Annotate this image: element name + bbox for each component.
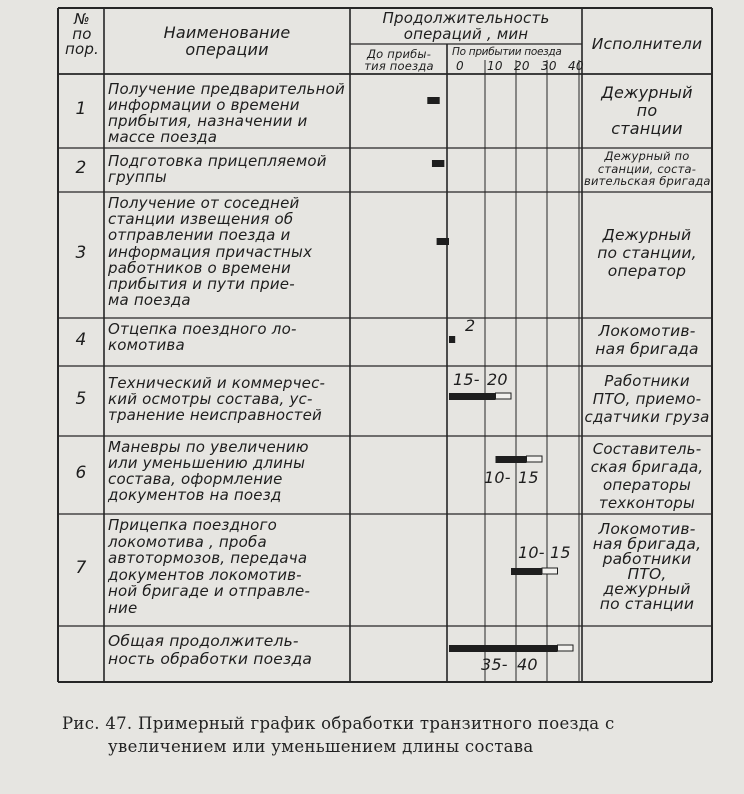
header-num-line: № bbox=[74, 10, 90, 28]
header-before-line: До прибы- bbox=[366, 47, 432, 61]
operation-name-line: прибытия и пути прие- bbox=[108, 275, 295, 293]
header-name-line: Наименование bbox=[163, 23, 291, 42]
performers-line: по станции bbox=[599, 595, 695, 613]
performers-line: ная бригада, bbox=[592, 535, 702, 553]
operation-name-line: Получение предварительной bbox=[108, 80, 345, 98]
total-name-line: Общая продолжитель- bbox=[108, 632, 299, 650]
performers-line: ПТО, bbox=[627, 565, 667, 583]
row-1-bar bbox=[427, 97, 439, 104]
duration-label: 20 bbox=[487, 370, 508, 389]
performers-line: Работники bbox=[604, 372, 690, 390]
operation-name-line: Получение от соседней bbox=[108, 194, 300, 212]
row-6-bar-tolerance bbox=[527, 456, 543, 462]
operation-name-line: локомотива , проба bbox=[108, 532, 267, 551]
duration-label: 15 bbox=[550, 543, 571, 562]
operation-name-line: информации о времени bbox=[108, 96, 300, 114]
row-6-bar bbox=[496, 456, 527, 463]
operation-name-line: состава, оформление bbox=[108, 470, 283, 488]
performers-line: по bbox=[636, 101, 658, 120]
duration-label: 10- bbox=[518, 543, 545, 562]
row-5-bar bbox=[449, 393, 496, 400]
performers-line: Дежурный bbox=[602, 226, 692, 244]
row-number: 2 bbox=[75, 158, 87, 178]
row-number: 5 bbox=[75, 389, 87, 409]
operation-name-line: группы bbox=[108, 168, 167, 186]
row-number: 3 bbox=[75, 243, 87, 263]
row-7-bar bbox=[511, 568, 542, 575]
header-duration-col bbox=[350, 10, 582, 42]
figure-caption-line-2: увеличением или уменьшением длины состава bbox=[108, 737, 534, 756]
operation-name-line: Технический и коммерчес- bbox=[108, 374, 326, 392]
operation-name-line: документов на поезд bbox=[108, 486, 282, 504]
header-duration-line: Продолжительность bbox=[382, 9, 550, 27]
row-number: 4 bbox=[75, 330, 87, 350]
operation-name-line: Маневры по увеличению bbox=[108, 438, 309, 456]
operation-name-line: Подготовка прицепляемой bbox=[108, 152, 327, 170]
operation-name-line: кий осмотры состава, ус- bbox=[108, 390, 313, 408]
performers-line: по станции, bbox=[597, 244, 697, 262]
performers-line: работники bbox=[602, 550, 692, 568]
operation-name-line: автотормозов, передача bbox=[108, 549, 308, 567]
performers-line: Локомотив- bbox=[598, 520, 696, 538]
operation-name-line: станции извещения об bbox=[108, 210, 294, 229]
operation-name-line: комотива bbox=[108, 336, 185, 354]
header-name-col bbox=[104, 24, 350, 58]
duration-label: 15 bbox=[518, 468, 539, 487]
operation-name-line: ной бригаде и отправле- bbox=[108, 582, 311, 600]
performers-line: Дежурный bbox=[601, 83, 693, 102]
row-number: 7 bbox=[75, 558, 87, 578]
row-3-bar bbox=[437, 238, 449, 245]
operation-name-line: Прицепка поездного bbox=[108, 516, 278, 534]
scale-tick-label: 0 bbox=[456, 59, 464, 73]
performers-line: сдатчики груза bbox=[584, 408, 710, 426]
header-before-arrival bbox=[352, 48, 446, 72]
operation-name-line: ма поезда bbox=[108, 291, 191, 310]
total-duration-label: 35- bbox=[481, 655, 508, 674]
performers-line: дежурный bbox=[603, 580, 691, 598]
performers-line: Локомотив- bbox=[598, 322, 696, 340]
operation-name-line: транение неисправностей bbox=[108, 406, 322, 424]
operation-name-line: массе поезда bbox=[108, 128, 218, 146]
performers-line: ная бригада bbox=[595, 340, 699, 358]
performers-line: станции bbox=[611, 119, 683, 138]
row-total-bar bbox=[449, 645, 558, 652]
row-4-bar bbox=[449, 336, 455, 343]
performers-line: техконторы bbox=[598, 494, 696, 512]
performers-line: ПТО, приемо- bbox=[592, 390, 702, 408]
total-name-line: ность обработки поезда bbox=[108, 650, 313, 668]
performers-line: вительская бригада bbox=[584, 174, 711, 188]
row-number: 6 bbox=[75, 463, 87, 483]
scale-tick-label: 40 bbox=[568, 59, 584, 73]
header-num-col bbox=[60, 12, 104, 57]
header-num-line: пор. bbox=[64, 40, 100, 58]
performers-line: Дежурный по bbox=[604, 149, 690, 163]
duration-label: 2 bbox=[465, 316, 476, 335]
row-2-bar bbox=[432, 160, 444, 167]
header-before-line: тия поезда bbox=[364, 59, 434, 73]
row-7-bar-tolerance bbox=[542, 568, 558, 574]
performers-line: ская бригада, bbox=[590, 458, 704, 476]
operation-name-line: документов локомотив- bbox=[108, 565, 302, 584]
scale-tick-label: 20 bbox=[514, 59, 530, 73]
scale-tick-label: 10 bbox=[487, 59, 503, 73]
total-duration-label: 40 bbox=[517, 655, 538, 674]
operation-name-line: или уменьшению длины bbox=[108, 454, 306, 472]
header-num-line: по bbox=[72, 25, 92, 43]
performers-line: операторы bbox=[602, 476, 691, 494]
operation-name-line: работников о времени bbox=[108, 258, 291, 277]
row-total-bar-tolerance bbox=[558, 645, 574, 651]
header-name-line: операции bbox=[185, 40, 269, 59]
performers-line: станции, соста- bbox=[597, 161, 697, 176]
row-5-bar-tolerance bbox=[496, 393, 512, 399]
operation-name-line: Отцепка поездного ло- bbox=[108, 320, 297, 338]
operation-name-line: прибытия, назначении и bbox=[108, 112, 308, 130]
figure-caption-line-1: Рис. 47. Примерный график обработки транзитного поезда с bbox=[62, 714, 615, 733]
duration-label: 10- bbox=[484, 468, 511, 487]
header-after-arrival: По прибытии поезда bbox=[452, 46, 562, 58]
header-performers-col: Исполнители bbox=[591, 35, 703, 53]
operation-name-line: информация причастных bbox=[108, 242, 313, 261]
performers-line: оператор bbox=[607, 262, 687, 280]
header-duration-line: операций , мин bbox=[403, 25, 529, 43]
scale-tick-label: 30 bbox=[541, 59, 557, 73]
row-number: 1 bbox=[75, 99, 87, 119]
operation-name-line: отправлении поезда и bbox=[108, 226, 291, 245]
duration-label: 15- bbox=[453, 370, 480, 389]
performers-line: Составитель- bbox=[592, 440, 702, 458]
operation-name-line: ние bbox=[108, 598, 138, 617]
